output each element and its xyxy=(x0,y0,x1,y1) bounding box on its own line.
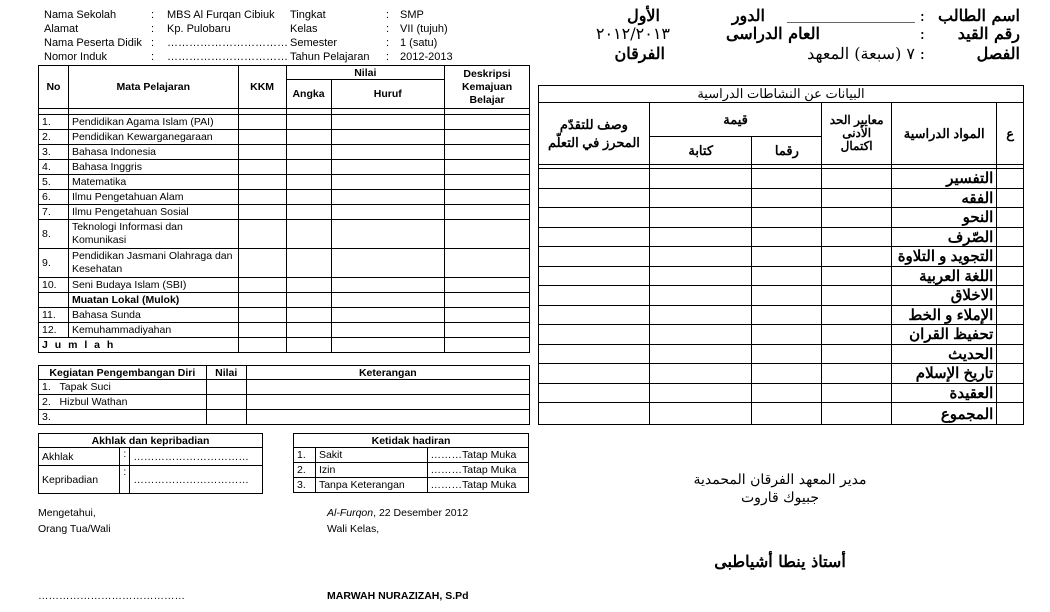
attendance-no: 3. xyxy=(294,478,316,493)
col-no: No xyxy=(39,66,69,109)
akhlak-label: Kepribadian xyxy=(39,466,120,494)
akhlak-value: …………………………… xyxy=(130,448,263,466)
subject-name: Ilmu Pengetahuan Alam xyxy=(68,190,238,205)
huruf-cell xyxy=(331,205,445,220)
akhlak-colon: : xyxy=(120,448,130,466)
grade-row xyxy=(39,115,530,130)
ortu-signature-line: …………………………………… xyxy=(38,590,185,602)
field-label-right: Semester xyxy=(290,37,338,49)
ar-subject: الاخلاق xyxy=(892,286,997,306)
ar-col-value: قيمة xyxy=(649,103,821,137)
extracurricular-table xyxy=(38,365,530,425)
field-colon: : xyxy=(151,23,155,35)
akhlak-value: …………………………… xyxy=(130,466,263,494)
ar-principal-place: جبيوك قاروت xyxy=(741,490,819,506)
grade-row xyxy=(39,220,530,249)
col-kkm: KKM xyxy=(238,66,286,109)
ortu-label: Orang Tua/Wali xyxy=(38,523,111,535)
ar-colon-2: : xyxy=(919,24,925,43)
akhlak-row xyxy=(39,448,263,466)
ar-principal-name: أستاذ ينطا أشياطبى xyxy=(714,552,846,571)
ar-subject: النحو xyxy=(892,208,997,228)
col-nilai: Nilai xyxy=(286,66,445,80)
desc-cell xyxy=(445,130,530,145)
field-value: …………………………… xyxy=(167,51,288,63)
subject-name: Pendidikan Agama Islam (PAI) xyxy=(68,115,238,130)
ar-subject: الإملاء و الخط xyxy=(892,305,997,325)
huruf-cell xyxy=(331,323,445,338)
col-kegiatan: Kegiatan Pengembangan Diri xyxy=(39,366,207,380)
subject-name: Pendidikan Jasmani Olahraga dan Kesehatan xyxy=(68,249,238,278)
ar-subject-row xyxy=(539,169,1024,189)
desc-cell xyxy=(445,323,530,338)
angka-cell xyxy=(286,160,331,175)
attendance-no: 2. xyxy=(294,463,316,478)
activity: 3. xyxy=(39,410,207,425)
subject-name: Kemuhammadiyahan xyxy=(68,323,238,338)
grade-row xyxy=(39,160,530,175)
ar-subject-row xyxy=(539,208,1024,228)
ar-class-value: ٧ (سبعة) المعهد xyxy=(807,44,915,63)
akhlak-title: Akhlak dan kepribadian xyxy=(39,434,263,448)
ar-name-line: ________________ xyxy=(787,4,915,23)
ar-table-title: البيانات عن النشاطات الدراسية xyxy=(539,86,1024,103)
place: Al-Furqon xyxy=(327,507,374,519)
angka-cell xyxy=(286,249,331,278)
ar-subject: الصّرف xyxy=(892,227,997,247)
kkm-cell xyxy=(238,278,286,293)
subject-name: Bahasa Sunda xyxy=(68,308,238,323)
grade-row xyxy=(39,175,530,190)
field-value: Kp. Pulobaru xyxy=(167,23,231,35)
desc-cell xyxy=(445,190,530,205)
attendance-row xyxy=(294,478,529,493)
row-no: 5. xyxy=(39,175,69,190)
angka-cell xyxy=(286,220,331,249)
grades-table xyxy=(38,65,530,353)
row-no: 7. xyxy=(39,205,69,220)
arabic-header xyxy=(550,6,1020,66)
ar-name-label: اسم الطالب xyxy=(938,6,1020,25)
field-colon: : xyxy=(386,51,390,63)
ar-col-desc: وصف للتقدّم المحرز في التعلّم xyxy=(539,103,650,165)
field-colon: : xyxy=(151,9,155,21)
huruf-cell xyxy=(331,115,445,130)
ar-subject: تاريخ الإسلام xyxy=(892,364,997,384)
col-keterangan: Keterangan xyxy=(246,366,529,380)
ar-subject-row xyxy=(539,227,1024,247)
angka-cell xyxy=(286,115,331,130)
ar-year-value: ٢٠١٢/٢٠١٣ xyxy=(595,24,670,43)
row-no: 6. xyxy=(39,190,69,205)
desc-cell xyxy=(445,278,530,293)
subject-name: Bahasa Indonesia xyxy=(68,145,238,160)
ar-subject-row xyxy=(539,325,1024,345)
kkm-cell xyxy=(238,308,286,323)
extracurricular-row xyxy=(39,380,530,395)
desc-cell xyxy=(445,115,530,130)
subject-name: Pendidikan Kewarganegaraan xyxy=(68,130,238,145)
col-angka: Angka xyxy=(286,80,331,109)
grade-row xyxy=(39,249,530,278)
huruf-cell xyxy=(331,220,445,249)
ar-subject-row xyxy=(539,344,1024,364)
attendance-value: ………Tatap Muka xyxy=(427,478,528,493)
huruf-cell xyxy=(331,130,445,145)
ar-round-value: الأول xyxy=(627,6,660,25)
attendance-no: 1. xyxy=(294,448,316,463)
row-no: 10. xyxy=(39,278,69,293)
field-label-right: Tahun Pelajaran xyxy=(290,51,370,63)
field-value-right: 2012-2013 xyxy=(400,51,453,63)
ar-subject: الحديث xyxy=(892,344,997,364)
grade-row xyxy=(39,130,530,145)
attendance-label: Izin xyxy=(315,463,427,478)
ar-colon-3: : xyxy=(919,44,925,63)
field-colon: : xyxy=(386,9,390,21)
kkm-cell xyxy=(238,205,286,220)
row-no: 12. xyxy=(39,323,69,338)
field-colon: : xyxy=(151,37,155,49)
ar-subject-row xyxy=(539,305,1024,325)
huruf-cell xyxy=(331,278,445,293)
kkm-cell xyxy=(238,175,286,190)
ar-principal-title: مدير المعهد الفرقان المحمدية xyxy=(693,472,867,488)
akhlak-table xyxy=(38,433,263,494)
kkm-cell xyxy=(238,160,286,175)
desc-cell xyxy=(445,175,530,190)
attendance-row xyxy=(294,463,529,478)
desc-cell xyxy=(445,160,530,175)
desc-cell xyxy=(445,308,530,323)
field-label-right: Tingkat xyxy=(290,9,326,21)
jumlah-label: J u m l a h xyxy=(39,338,239,353)
row-no: 3. xyxy=(39,145,69,160)
ar-subject-row xyxy=(539,247,1024,267)
row-no: 11. xyxy=(39,308,69,323)
akhlak-colon: : xyxy=(120,466,130,494)
grade-row xyxy=(39,308,530,323)
subject-name: Seni Budaya Islam (SBI) xyxy=(68,278,238,293)
grade-row xyxy=(39,278,530,293)
field-label: Nomor Induk xyxy=(44,51,107,63)
angka-cell xyxy=(286,323,331,338)
attendance-value: ………Tatap Muka xyxy=(427,448,528,463)
huruf-cell xyxy=(331,190,445,205)
ar-year-label: العام الدراسى xyxy=(725,24,820,43)
ar-subject: تحفيظ القران xyxy=(892,325,997,345)
grade-row xyxy=(39,190,530,205)
attendance-row xyxy=(294,448,529,463)
huruf-cell xyxy=(331,249,445,278)
angka-cell xyxy=(286,175,331,190)
field-label: Nama Peserta Didik xyxy=(44,37,142,49)
row-no: 4. xyxy=(39,160,69,175)
desc-cell xyxy=(445,145,530,160)
angka-cell xyxy=(286,145,331,160)
kkm-cell xyxy=(238,220,286,249)
col-desc: Deskripsi Kemajuan Belajar xyxy=(445,66,530,109)
attendance-table xyxy=(293,433,529,493)
ar-school-name: الفرقان xyxy=(614,44,665,63)
arabic-grades-table xyxy=(538,85,1024,425)
ar-reg-label: رقم القيد xyxy=(957,24,1020,43)
kkm-cell xyxy=(238,323,286,338)
kkm-cell xyxy=(238,190,286,205)
row-no: 1. xyxy=(39,115,69,130)
angka-cell xyxy=(286,205,331,220)
col-huruf: Huruf xyxy=(331,80,445,109)
kkm-cell xyxy=(238,115,286,130)
ar-subject-row xyxy=(539,188,1024,208)
activity: 1. Tapak Suci xyxy=(39,380,207,395)
row-no: 2. xyxy=(39,130,69,145)
date: , 22 Desember 2012 xyxy=(373,507,469,519)
row-no: 8. xyxy=(39,220,69,249)
ar-col-num: رقما xyxy=(752,137,822,165)
huruf-cell xyxy=(331,145,445,160)
akhlak-row xyxy=(39,466,263,494)
angka-cell xyxy=(286,190,331,205)
activity: 2. Hizbul Wathan xyxy=(39,395,207,410)
field-value-right: VII (tujuh) xyxy=(400,23,448,35)
ar-subject-row xyxy=(539,286,1024,306)
ar-subject: اللغة العربية xyxy=(892,266,997,286)
field-colon: : xyxy=(151,51,155,63)
extracurricular-row xyxy=(39,410,530,425)
field-value: …………………………… xyxy=(167,37,288,49)
kkm-cell xyxy=(238,130,286,145)
wali-label: Wali Kelas, xyxy=(327,523,380,535)
subject-name: Matematika xyxy=(68,175,238,190)
field-value-right: SMP xyxy=(400,9,424,21)
attendance-label: Sakit xyxy=(315,448,427,463)
ar-col-no: ع xyxy=(997,103,1024,165)
place-date xyxy=(327,507,468,519)
ar-round-label: الدور xyxy=(731,6,765,25)
row-no: 9. xyxy=(39,249,69,278)
angka-cell xyxy=(286,278,331,293)
attendance-label: Tanpa Keterangan xyxy=(315,478,427,493)
wali-name: MARWAH NURAZIZAH, S.Pd xyxy=(327,590,469,602)
subject-name: Teknologi Informasi dan Komunikasi xyxy=(68,220,238,249)
col-nilai-ekskul: Nilai xyxy=(206,366,246,380)
field-colon: : xyxy=(386,37,390,49)
ar-subject-row xyxy=(539,364,1024,384)
ar-subject: الفقه xyxy=(892,188,997,208)
angka-cell xyxy=(286,130,331,145)
ar-colon-1: : xyxy=(919,6,925,25)
ar-col-subject: المواد الدراسية xyxy=(892,103,997,165)
huruf-cell xyxy=(331,308,445,323)
kkm-cell xyxy=(238,145,286,160)
subject-name: Bahasa Inggris xyxy=(68,160,238,175)
ar-subject: التجويد و التلاوة xyxy=(892,247,997,267)
field-label: Nama Sekolah xyxy=(44,9,117,21)
ar-subject: العقيدة xyxy=(892,383,997,403)
ar-subject-row xyxy=(539,266,1024,286)
grade-row xyxy=(39,323,530,338)
desc-cell xyxy=(445,249,530,278)
ar-class-label: الفصل xyxy=(976,44,1020,63)
grade-row xyxy=(39,205,530,220)
extracurricular-row xyxy=(39,395,530,410)
desc-cell xyxy=(445,205,530,220)
field-label-right: Kelas xyxy=(290,23,318,35)
ar-col-write: كتابة xyxy=(649,137,752,165)
desc-cell xyxy=(445,220,530,249)
ar-subject: التفسير xyxy=(892,169,997,189)
huruf-cell xyxy=(331,175,445,190)
ar-total: المجموع xyxy=(892,403,997,425)
col-mapel: Mata Pelajaran xyxy=(68,66,238,109)
kkm-cell xyxy=(238,249,286,278)
field-colon: : xyxy=(386,23,390,35)
angka-cell xyxy=(286,308,331,323)
grade-row xyxy=(39,145,530,160)
ar-col-kkm: معايير الحد الأدنى اكتمال xyxy=(822,103,892,165)
akhlak-label: Akhlak xyxy=(39,448,120,466)
mengetahui-label: Mengetahui, xyxy=(38,507,96,519)
field-label: Alamat xyxy=(44,23,79,35)
ar-subject-row xyxy=(539,383,1024,403)
field-value-right: 1 (satu) xyxy=(400,37,438,49)
attendance-title: Ketidak hadiran xyxy=(294,434,529,448)
attendance-value: ………Tatap Muka xyxy=(427,463,528,478)
subject-name: Ilmu Pengetahuan Sosial xyxy=(68,205,238,220)
field-value: MBS Al Furqan Cibiuk xyxy=(167,9,275,21)
mulok-label: Muatan Lokal (Mulok) xyxy=(68,293,238,308)
huruf-cell xyxy=(331,160,445,175)
